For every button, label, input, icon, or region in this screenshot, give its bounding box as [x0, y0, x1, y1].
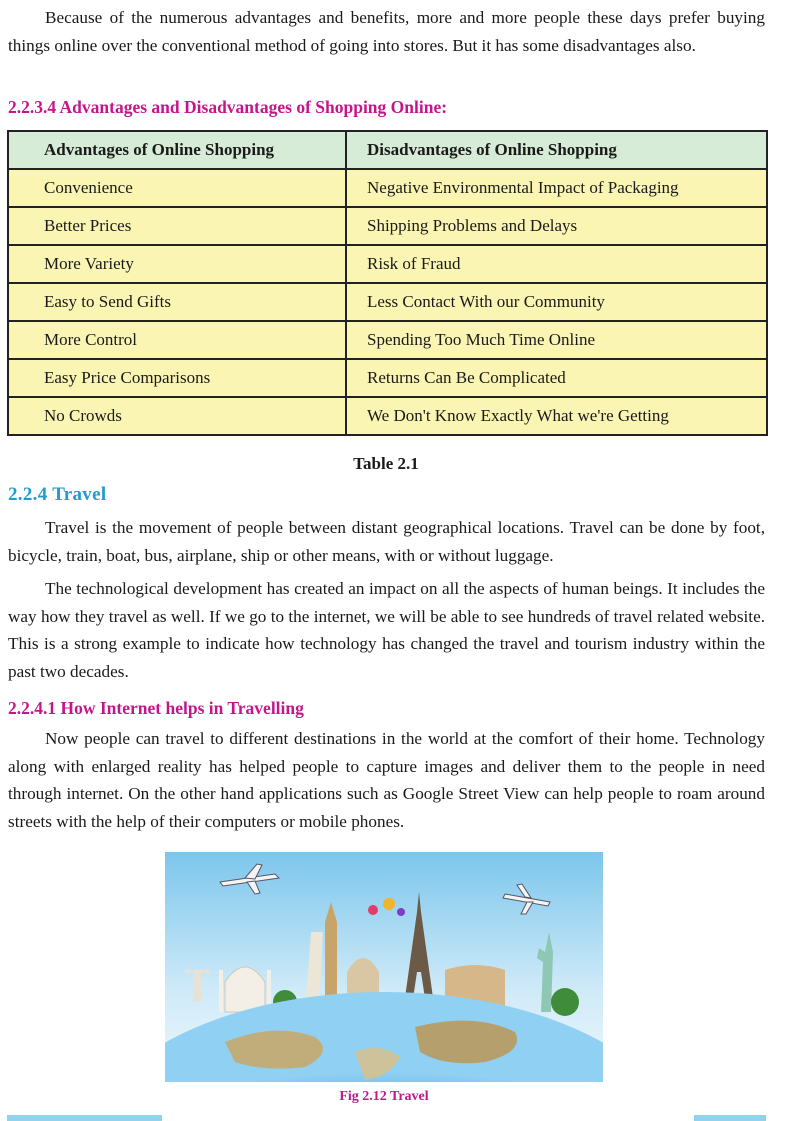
table-caption: Table 2.1 [353, 454, 419, 473]
table-cell-advantage: More Variety [8, 245, 346, 283]
table-row [8, 245, 767, 283]
table-cell-disadvantage: We Don't Know Exactly What we're Getting [346, 397, 767, 435]
table-cell-advantage: No Crowds [8, 397, 346, 435]
table-row [8, 169, 767, 207]
footer-bar-left [7, 1115, 162, 1121]
figure-caption: Fig 2.12 Travel [339, 1089, 429, 1104]
minaret-icon [219, 970, 223, 1012]
travel-paragraph-1: Travel is the movement of people between distant geographical locations. Travel can be done by foot, bicycle, train, boat, bus, airplane, ship or other means, with or without luggage. [8, 518, 765, 565]
table-row [8, 359, 767, 397]
table-cell-advantage: Easy Price Comparisons [8, 359, 346, 397]
balloon-icon [397, 908, 405, 916]
table-cell-disadvantage: Risk of Fraud [346, 245, 767, 283]
table-cell-advantage: Convenience [8, 169, 346, 207]
table-row [8, 397, 767, 435]
section-heading-travel: 2.2.4 Travel [8, 484, 107, 505]
advantages-disadvantages-table [7, 130, 768, 436]
table-cell-disadvantage: Shipping Problems and Delays [346, 207, 767, 245]
balloon-icon [383, 898, 395, 910]
table-cell-disadvantage: Spending Too Much Time Online [346, 321, 767, 359]
taj-mahal-icon [225, 967, 265, 1012]
table-row [8, 283, 767, 321]
tree-icon [551, 988, 579, 1016]
footer-bar-right [694, 1115, 766, 1121]
table-header-row [8, 131, 767, 169]
travel-paragraph-2: The technological development has created an impact on all the aspects of human beings. It includes the way how they travel as well. If we go to the internet, we will be able to see hundreds of travel related website. This is a strong example to indicate how technology has changed the travel and tourism industry within the past two decades. [8, 579, 765, 681]
table-row [8, 321, 767, 359]
section-heading-advantages: 2.2.3.4 Advantages and Disadvantages of Shopping Online: [8, 97, 448, 117]
intro-paragraph: Because of the numerous advantages and benefits, more and more people these days prefer buying things online over the conventional method of going into stores. But it has some disadvantages also. [8, 8, 765, 55]
table-header-disadvantages: Disadvantages of Online Shopping [346, 131, 767, 169]
table-cell-disadvantage: Negative Environmental Impact of Packaging [346, 169, 767, 207]
table-header-advantages: Advantages of Online Shopping [8, 131, 346, 169]
table-cell-advantage: Easy to Send Gifts [8, 283, 346, 321]
table-cell-disadvantage: Returns Can Be Complicated [346, 359, 767, 397]
table-row [8, 207, 767, 245]
table-cell-advantage: More Control [8, 321, 346, 359]
table-cell-disadvantage: Less Contact With our Community [346, 283, 767, 321]
travel-illustration [165, 852, 603, 1082]
internet-travel-paragraph: Now people can travel to different destinations in the world at the comfort of their home. Technology along with enlarged reality has helped people to capture images and deliver them to the people in need through internet. On the other hand applications such as Google Street View can help people to roam around streets with the help of their computers or mobile phones. [8, 729, 765, 831]
table-cell-advantage: Better Prices [8, 207, 346, 245]
balloon-icon [368, 905, 378, 915]
section-heading-internet-travel: 2.2.4.1 How Internet helps in Travelling [8, 698, 304, 718]
